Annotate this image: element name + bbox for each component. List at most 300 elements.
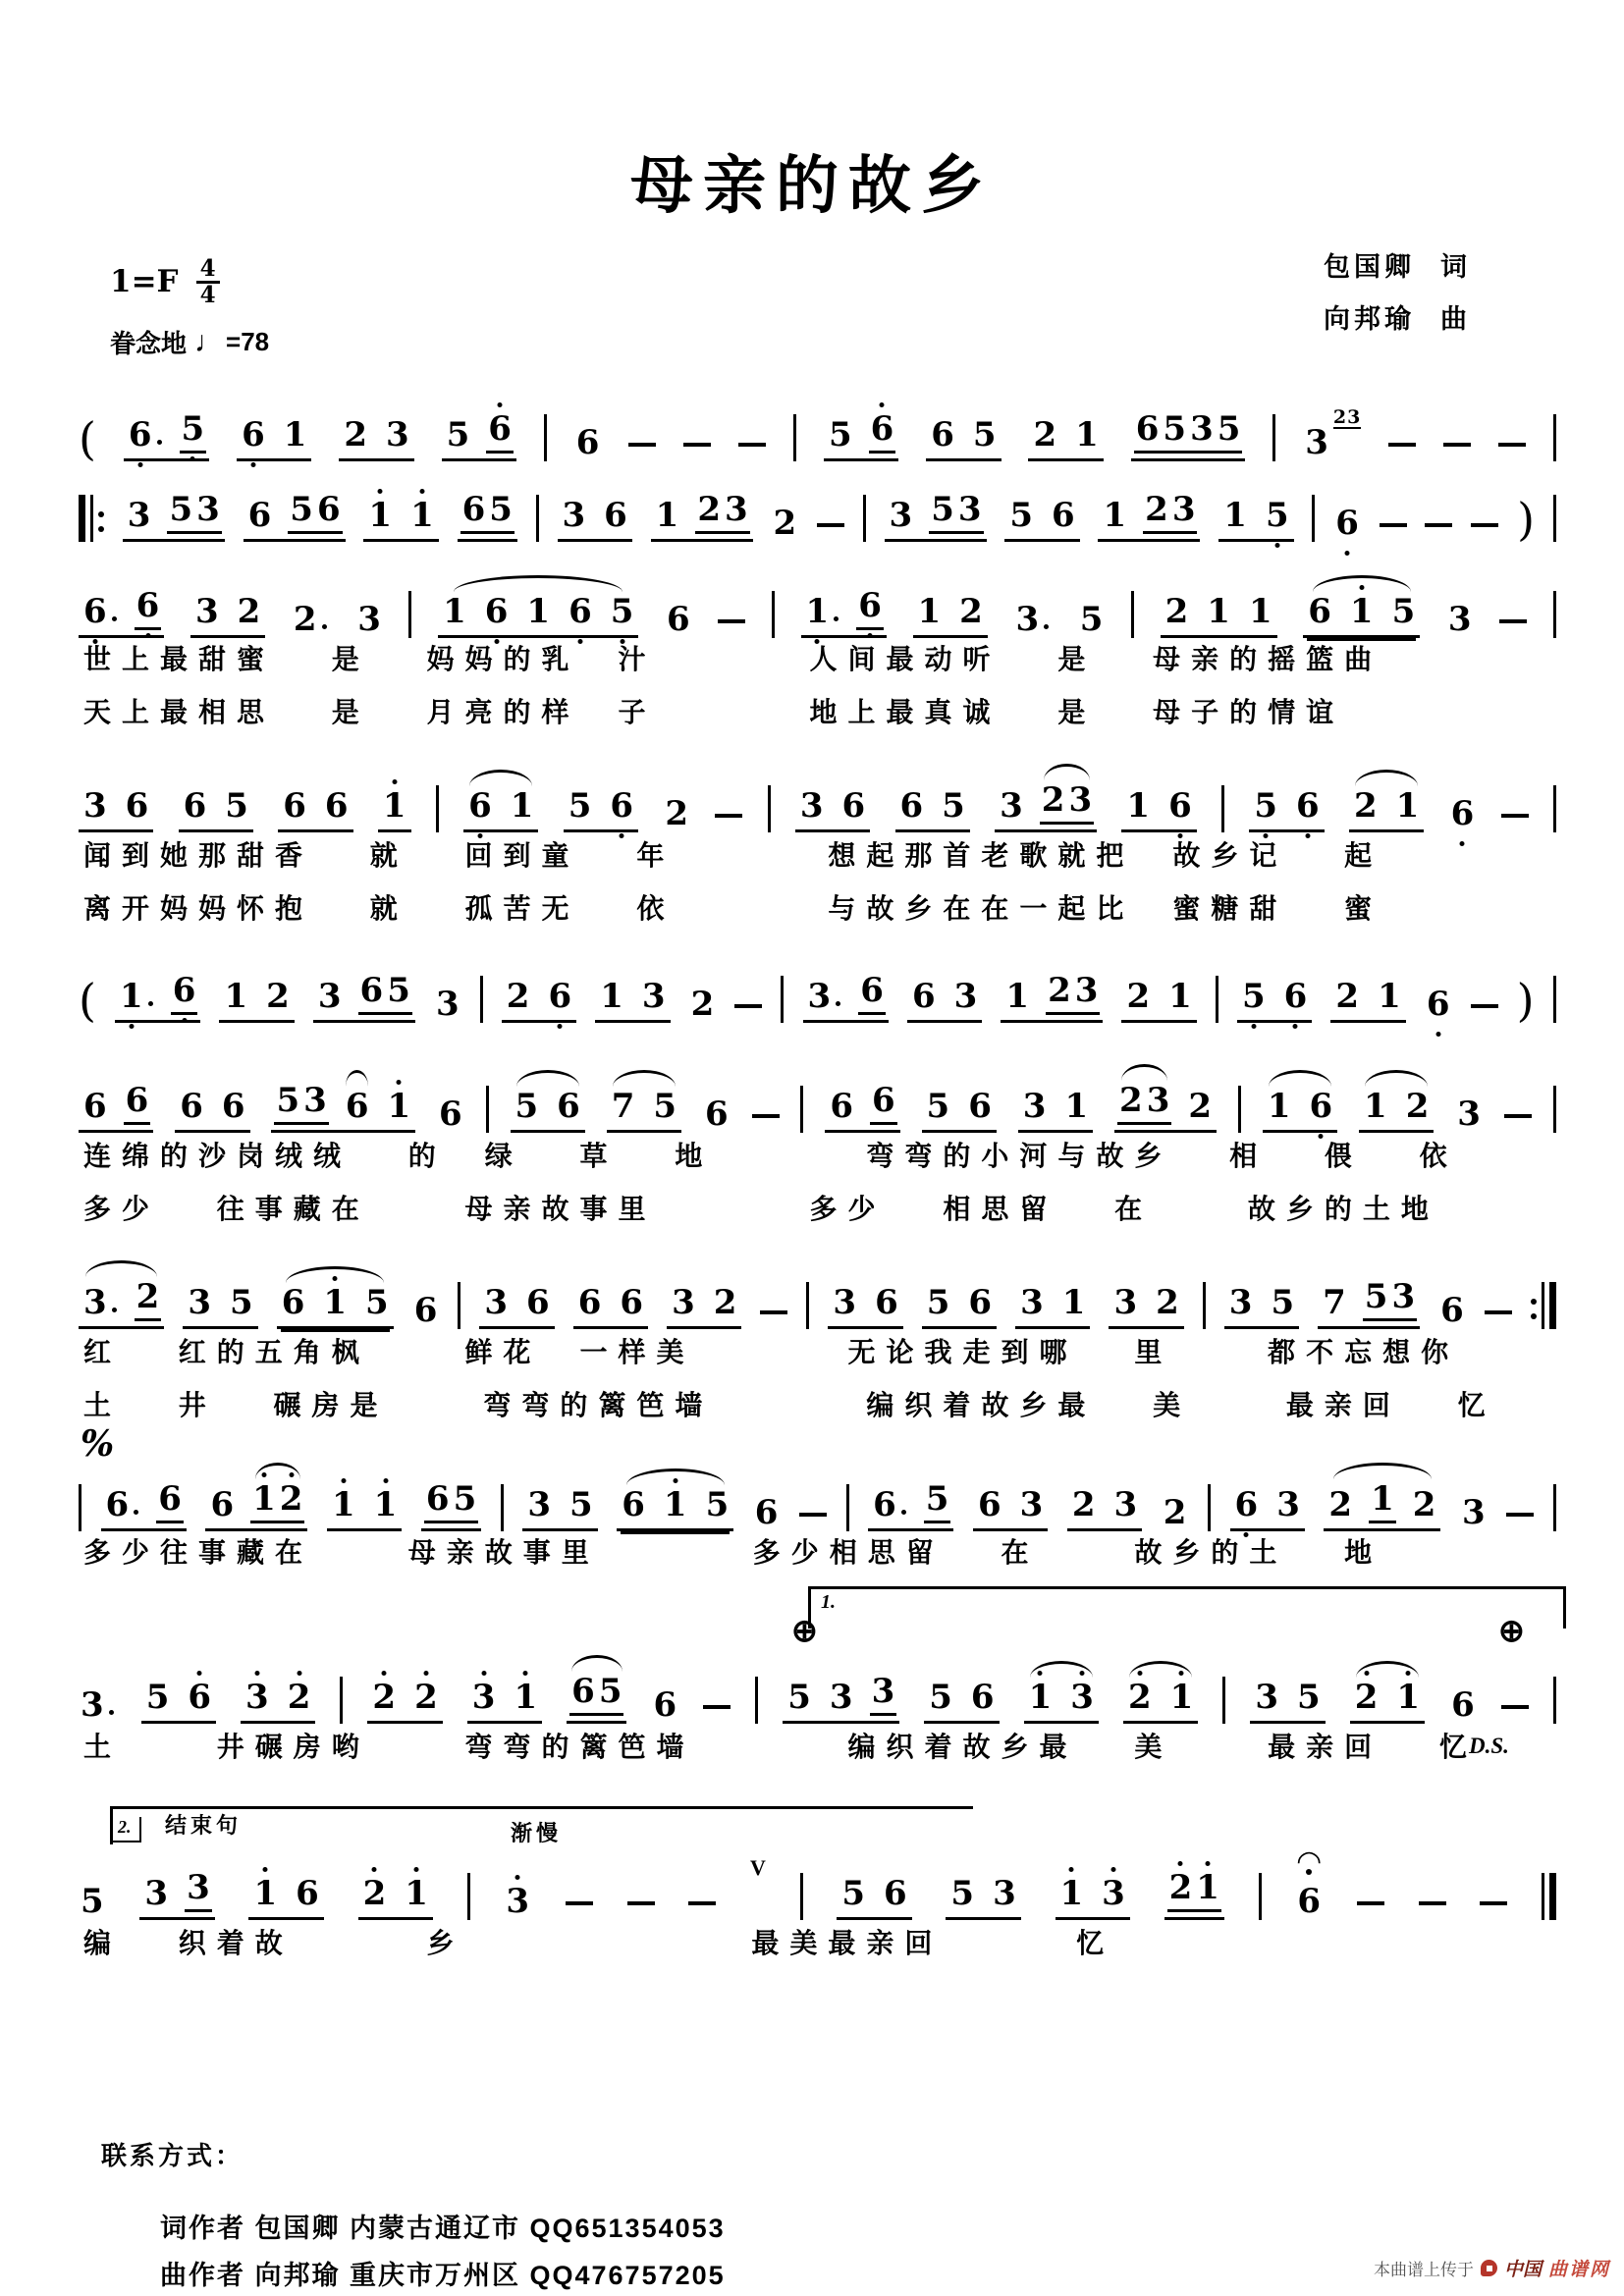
note-digit: 5 — [568, 786, 592, 826]
note — [470, 1679, 498, 1716]
note — [1303, 406, 1362, 462]
note — [381, 787, 408, 825]
note — [514, 1088, 541, 1125]
beam-group — [115, 972, 200, 1023]
note-digit: 6 — [1234, 1485, 1259, 1524]
barline — [501, 1484, 504, 1531]
note-digit: 5 — [1217, 409, 1241, 449]
note-digit: 6 — [296, 1874, 319, 1913]
duration-dash — [1443, 443, 1471, 447]
note — [806, 978, 844, 1015]
note — [1333, 978, 1361, 1015]
note — [361, 1875, 389, 1912]
note — [948, 1875, 976, 1912]
note — [609, 593, 636, 630]
note-digit: 1 — [1061, 1283, 1086, 1322]
coda-mark-right: ⊕ — [1498, 1613, 1525, 1648]
note-digit: 3 — [957, 490, 982, 529]
note — [186, 1679, 213, 1716]
note-digit: 3 — [317, 977, 342, 1016]
note-digit: 3 — [245, 1678, 269, 1717]
note-digit: 2 — [362, 1874, 387, 1913]
note-digit: 6 — [488, 409, 512, 449]
note-digit: 2 — [1354, 1678, 1379, 1717]
note-digit: 5 — [925, 1479, 949, 1519]
duration-dash — [1357, 1901, 1384, 1905]
barline — [1221, 785, 1224, 832]
note-digit: 5 — [972, 415, 997, 454]
note-digit: 3 — [1020, 1283, 1044, 1322]
note-digit: 2 — [135, 1277, 160, 1316]
note — [167, 491, 221, 534]
lyrics-line-6-verse-1: 连绵的沙岗绒绒 的 绿 草 地 弯弯的小河与故乡 相 偎 依 — [83, 1141, 1458, 1171]
note — [412, 1679, 440, 1716]
note-digit: 6 — [359, 971, 384, 1010]
lyrics-line-6-verse-2: 多少 往事藏在 母亲故事里 多少 相思留 在 故乡的土地 — [83, 1194, 1439, 1224]
note — [81, 1284, 120, 1321]
note — [1221, 497, 1249, 534]
repeat-dots — [98, 511, 104, 532]
beam-group — [926, 416, 1001, 461]
note — [264, 978, 292, 1015]
augmentation-dot — [836, 1001, 840, 1006]
note — [561, 497, 588, 534]
note-digit: 3 — [484, 1283, 509, 1322]
note-digit: 2 — [237, 592, 261, 631]
note-digit: 2 — [959, 592, 983, 631]
notation-line-9 — [79, 1673, 1556, 1724]
note — [966, 1088, 994, 1125]
barline — [1131, 591, 1134, 638]
note-digit: 1 — [443, 592, 466, 631]
note — [1404, 1088, 1432, 1125]
repeat-begin — [79, 495, 104, 542]
note — [1168, 1679, 1196, 1716]
duration-dash — [566, 1901, 593, 1905]
note — [1068, 1679, 1096, 1716]
note-digit: 6 — [158, 1479, 182, 1519]
note — [640, 978, 668, 1015]
note-digit: 5 — [950, 1874, 975, 1913]
note-digit: 2 — [1328, 1485, 1353, 1524]
duration-dash — [715, 814, 742, 818]
time-signature — [196, 257, 220, 306]
beam-group — [179, 787, 253, 832]
note — [1027, 1679, 1055, 1716]
lyrics-line-8: 多少往事藏在 母亲故事里 多少相思留 在 故乡的土 地 — [83, 1537, 1383, 1568]
note-digit: 3 — [386, 415, 409, 454]
coda-mark-left: ⊕ — [791, 1613, 818, 1648]
note — [1167, 1869, 1221, 1912]
note — [370, 1679, 398, 1716]
duration-dash — [628, 443, 656, 447]
note-digit: 3 — [1022, 1087, 1047, 1126]
duration-dash — [1471, 1004, 1498, 1008]
note — [228, 1284, 255, 1321]
note — [712, 1284, 739, 1321]
quarter-note-icon: ♩ — [194, 325, 225, 358]
lyricist-role: 词 — [1440, 252, 1471, 282]
note — [385, 1088, 412, 1125]
note — [1295, 1883, 1323, 1920]
note-digit: 6 — [1308, 592, 1331, 631]
note — [1117, 1082, 1171, 1125]
note-digit: 6 — [841, 786, 866, 826]
note-digit: 5 — [1391, 592, 1416, 631]
note — [1046, 972, 1100, 1015]
note-digit: 6 — [1335, 504, 1359, 543]
note — [180, 410, 207, 454]
note — [355, 601, 383, 638]
note — [998, 787, 1025, 825]
note — [1348, 593, 1376, 630]
note-digit: 6 — [210, 1485, 235, 1524]
barline — [1553, 1484, 1556, 1531]
song-title: 母亲的故乡 — [630, 149, 994, 223]
note-digit: 3 — [506, 1882, 530, 1921]
note-digit: 1 — [1028, 1678, 1053, 1717]
beam-group — [651, 491, 753, 542]
notation-line-10 — [79, 1855, 1556, 1921]
note-digit: 5 — [942, 786, 965, 826]
note-digit: 2 — [1335, 977, 1360, 1016]
note-digit: 3 — [829, 1678, 853, 1717]
note-digit: 2 — [1119, 1081, 1143, 1120]
note-digit: 1 — [1075, 415, 1099, 454]
first-ending-label: 1. — [821, 1591, 836, 1613]
note-digit: 2 — [1188, 1087, 1213, 1126]
note-digit: 6 — [316, 490, 341, 529]
duration-dash — [738, 443, 766, 447]
note-digit: 1 — [1371, 1479, 1394, 1519]
note-digit: 1 — [224, 977, 248, 1016]
note — [567, 593, 594, 630]
watermark-prefix: 本曲谱上传于 — [1373, 2261, 1474, 2279]
beam-group — [924, 1679, 999, 1724]
note — [124, 787, 151, 825]
note — [991, 1875, 1018, 1912]
note — [358, 972, 412, 1015]
note — [466, 787, 494, 825]
note-digit: 2 — [697, 490, 721, 529]
note-digit: 6 — [557, 1087, 580, 1126]
note — [870, 1673, 897, 1716]
note-digit: 6 — [183, 786, 207, 826]
note — [798, 787, 826, 825]
beam-group — [467, 1679, 542, 1724]
lyrics-line-7-verse-1: 红 红的五角枫 鲜花 一样美 无论我走到哪 里 都不忘想你 — [83, 1337, 1460, 1367]
note-digit: 2 — [1168, 1868, 1193, 1907]
note — [482, 1284, 510, 1321]
note-digit: 2 — [506, 977, 530, 1016]
note-digit: 6 — [345, 1087, 369, 1126]
barline — [1549, 1873, 1556, 1920]
note-digit: 6 — [899, 786, 924, 826]
contact-heading: 联系方式： — [101, 2141, 244, 2170]
note — [1306, 593, 1333, 630]
note-digit: 1 — [410, 496, 434, 535]
barline — [458, 1282, 460, 1329]
duration-dash — [734, 1004, 762, 1008]
note — [1007, 497, 1035, 534]
note-digit: 3 — [641, 977, 666, 1016]
note-digit: 5 — [145, 1678, 170, 1717]
barline — [1222, 1677, 1225, 1724]
repeat-dot — [1531, 1313, 1537, 1319]
note — [292, 601, 330, 638]
note-digit: 6 — [461, 490, 486, 529]
note-digit: 2 — [344, 415, 368, 454]
beam-group — [205, 1480, 307, 1531]
note — [651, 1088, 678, 1125]
note — [251, 1875, 279, 1912]
note — [1058, 1875, 1086, 1912]
note — [574, 424, 602, 461]
note — [408, 497, 436, 534]
note — [704, 1486, 731, 1523]
beam-group — [438, 593, 638, 638]
barline — [1542, 1282, 1544, 1329]
note — [182, 787, 209, 825]
note — [193, 593, 221, 630]
note — [1438, 1292, 1466, 1329]
note-digit: 6 — [873, 1485, 896, 1524]
note-digit: 6 — [83, 1087, 107, 1126]
beam-group — [1303, 593, 1420, 638]
note — [486, 410, 514, 454]
note — [1294, 787, 1322, 825]
note-digit: 6 — [105, 1485, 130, 1524]
note-digit: 3 — [1190, 409, 1214, 449]
beam-group — [1015, 1284, 1090, 1329]
grace-notes: 23 — [1332, 406, 1362, 428]
note-digit: 1 — [526, 592, 551, 631]
barline — [1553, 414, 1556, 461]
note — [178, 1088, 205, 1125]
duration-dash — [1485, 1310, 1512, 1314]
phrase-paren: ( — [79, 412, 96, 465]
duration-dash — [799, 1513, 827, 1517]
note-digit: 3 — [1146, 1081, 1170, 1120]
note — [929, 491, 983, 534]
note — [118, 978, 156, 1015]
note-digit: 1 — [1396, 1678, 1421, 1717]
note — [555, 1088, 582, 1125]
duration-dash — [1499, 619, 1527, 623]
note-digit: 3 — [196, 490, 220, 529]
note-digit: 2 — [1048, 971, 1071, 1010]
note — [294, 1875, 321, 1912]
note-digit: 5 — [1265, 496, 1289, 535]
note — [1369, 1480, 1396, 1523]
note — [135, 587, 162, 630]
beam-group — [79, 787, 153, 832]
beam-group — [124, 410, 209, 461]
barline — [1216, 976, 1218, 1023]
note — [1013, 601, 1052, 638]
note-digit: 3 — [1305, 423, 1328, 462]
beam-group — [522, 1486, 597, 1531]
beam-group — [183, 1284, 257, 1329]
beam-group — [1001, 972, 1103, 1023]
note-digit: 6 — [571, 1672, 595, 1711]
key-signature — [110, 257, 220, 306]
note — [804, 593, 842, 630]
beam-group — [378, 787, 411, 832]
beam-group — [1131, 410, 1246, 461]
beam-group — [175, 1088, 249, 1133]
note-digit: 1 — [1005, 977, 1030, 1016]
beam-group — [1121, 787, 1196, 832]
beam-group — [511, 1088, 585, 1133]
note — [288, 491, 342, 534]
note-digit: 5 — [181, 409, 205, 449]
note-digit: 2 — [1164, 592, 1189, 631]
note-digit: 5 — [1364, 1277, 1388, 1316]
note — [695, 491, 749, 534]
beam-group — [442, 410, 516, 461]
barline — [1553, 1086, 1556, 1133]
note — [208, 1486, 236, 1523]
note — [222, 978, 249, 1015]
beam-group — [1056, 1875, 1130, 1920]
note — [652, 1686, 679, 1724]
breath-mark: V — [749, 1855, 766, 1880]
note — [344, 1088, 371, 1125]
composer-credit — [1324, 297, 1471, 336]
beam-group — [1121, 978, 1196, 1023]
note — [871, 1486, 909, 1523]
note-digit: 3 — [303, 1081, 327, 1120]
beam-group — [913, 593, 988, 638]
duration-dash — [752, 1114, 780, 1118]
note-digit: 2 — [1145, 490, 1168, 529]
note — [1363, 1278, 1417, 1321]
note-digit: 1 — [1349, 592, 1374, 631]
note — [665, 601, 692, 638]
duration-dash — [683, 443, 711, 447]
note-digit: 6 — [622, 1485, 645, 1524]
note — [569, 1673, 623, 1716]
duration-dash — [1506, 1513, 1534, 1517]
note — [126, 497, 153, 534]
note — [839, 1875, 867, 1912]
tempo-marking — [110, 324, 269, 360]
note — [870, 1082, 897, 1125]
second-ending-label: 2. — [113, 1817, 141, 1842]
barline — [1553, 976, 1556, 1023]
beam-group — [995, 781, 1097, 832]
beam-group — [1218, 497, 1293, 542]
duration-dash — [1425, 523, 1452, 527]
duration-dash — [1501, 1705, 1529, 1709]
note — [1143, 491, 1197, 534]
beam-group — [558, 497, 632, 542]
note — [689, 986, 717, 1023]
note-digit: 3 — [194, 592, 219, 631]
note-digit: 5 — [1079, 600, 1104, 639]
notation-line-7 — [79, 1278, 1556, 1329]
note-digit: 1 — [510, 786, 534, 826]
note-digit: 6 — [968, 1087, 992, 1126]
note-digit: 6 — [242, 415, 265, 454]
note — [366, 497, 394, 534]
note-digit: 1 — [1126, 786, 1151, 826]
barline — [408, 591, 411, 638]
note — [282, 416, 309, 454]
note-digit: 1 — [1207, 592, 1230, 631]
note — [858, 972, 886, 1015]
note-digit: 6 — [577, 1283, 602, 1322]
note-digit: 2 — [773, 504, 797, 543]
note — [445, 416, 472, 454]
beam-group — [339, 416, 413, 461]
note-digit: 3 — [83, 786, 107, 826]
note-digit: 1 — [382, 786, 406, 826]
barline — [79, 495, 85, 542]
note-digit: 5 — [931, 490, 954, 529]
note — [1101, 497, 1128, 534]
beam-group — [868, 1480, 953, 1531]
duration-dash — [1380, 523, 1407, 527]
note — [412, 1292, 440, 1329]
beam-group — [327, 1486, 402, 1531]
note — [1253, 1679, 1280, 1716]
note-digit: 2 — [279, 1479, 303, 1519]
barline — [1553, 591, 1556, 638]
beam-group — [1098, 491, 1200, 542]
note-digit: ◠ 6 — [1297, 1882, 1322, 1921]
note-digit: 6 — [324, 786, 349, 826]
note — [1455, 1095, 1483, 1133]
note — [1073, 416, 1101, 454]
duration-dash — [1388, 443, 1416, 447]
note-digit: 6 — [283, 786, 306, 826]
note — [785, 1679, 813, 1716]
note-digit: 3 — [672, 1283, 695, 1322]
barline — [1272, 414, 1275, 461]
note — [1295, 1679, 1323, 1716]
beam-group — [973, 1486, 1048, 1531]
note — [1411, 1486, 1438, 1523]
beam-group — [1109, 1284, 1183, 1329]
tempo-value: =78 — [226, 327, 270, 356]
note-digit: 3 — [1255, 1678, 1279, 1717]
beam-group — [241, 1679, 315, 1724]
note-digit: 3 — [807, 977, 832, 1016]
note-digit: 1 — [1248, 592, 1272, 631]
ending-phrase-label: 结束句 — [164, 1813, 242, 1838]
note — [124, 1082, 151, 1125]
beam-group — [1318, 1278, 1420, 1329]
note — [240, 416, 267, 454]
note-digit: 5 — [446, 415, 470, 454]
note — [330, 1486, 357, 1523]
note — [827, 416, 854, 454]
note-digit: 5 — [1297, 1678, 1321, 1717]
note — [969, 1679, 997, 1716]
beam-group — [1263, 1088, 1337, 1133]
repeat-end — [1531, 1282, 1556, 1329]
note — [1460, 1494, 1488, 1531]
note-digit: 1 — [323, 1283, 348, 1322]
augmentation-dot — [901, 1510, 906, 1515]
note — [957, 593, 985, 630]
barline — [467, 1873, 470, 1920]
note-digit: 3 — [871, 1672, 895, 1711]
note — [1018, 1486, 1046, 1523]
beam-group — [824, 410, 898, 461]
